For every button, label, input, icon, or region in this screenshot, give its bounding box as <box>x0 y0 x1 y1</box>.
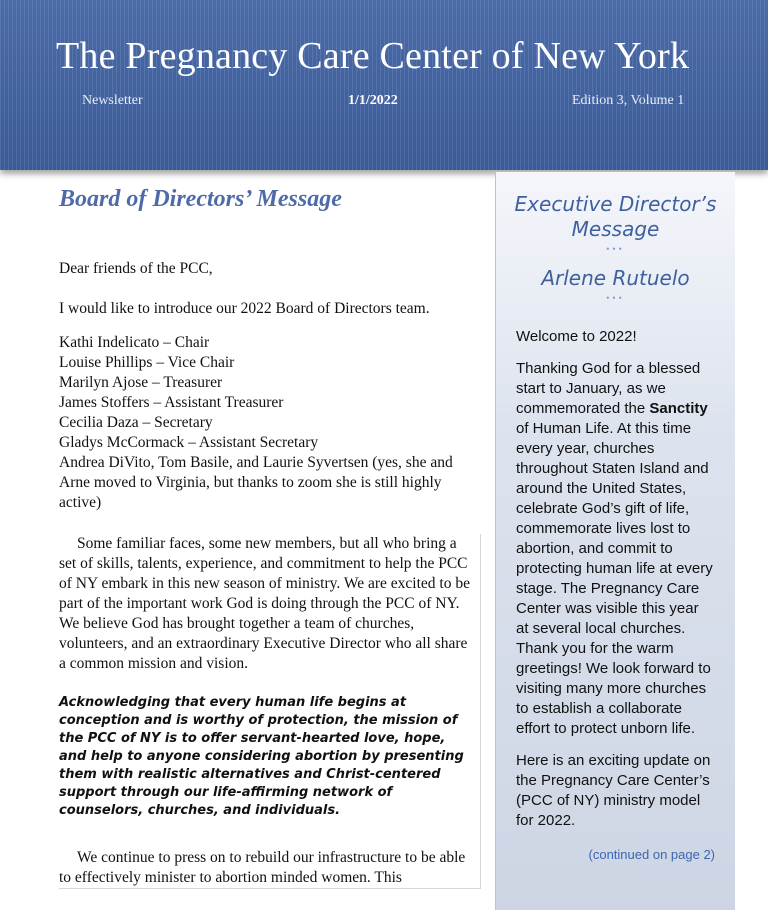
board-message-column <box>59 186 471 889</box>
roster-item: Cecilia Daza – Secretary <box>59 414 213 431</box>
sidebar-text: of Human Life. At this time every year, churches throughout Staten Island and around the United States, celebrate God’s gift of life, commemorate lives lost to abortion, and commit to protecting human life at every stage. The Pregnancy Care Center was visible this year at several local churches. Thank you for the warm greetings! We look forward to visiting many more churches to establish a collaborate effort to protect unborn life. <box>516 420 713 737</box>
newsletter-label: Newsletter <box>82 93 143 108</box>
body-paragraph: We continue to press on to rebuild our infrastructure to be able to effectively minister to abortion minded women. This <box>59 849 466 886</box>
roster-item: Marilyn Ajose – Treasurer <box>59 374 223 391</box>
board-roster <box>59 333 471 513</box>
sidebar-bold-text: Sanctity <box>649 400 708 417</box>
newsletter-title: The Pregnancy Care Center of New York <box>56 35 690 77</box>
issue-date: 1/1/2022 <box>348 93 398 108</box>
roster-item: Andrea DiVito, Tom Basile, and Laurie Syvertsen (yes, she and Arne moved to Virginia, but thanks to zoom she is still highly active) <box>59 454 453 511</box>
masthead-banner <box>0 0 768 170</box>
roster-item: Gladys McCormack – Assistant Secretary <box>59 434 319 451</box>
roster-item: James Stoffers – Assistant Treasurer <box>59 394 284 411</box>
sidebar-paragraph: Here is an exciting update on the Pregnancy Care Center’s (PCC of NY) ministry model for 2022. <box>516 752 711 829</box>
sidebar-text: Thanking God for a blessed start to January, as we commemorated the <box>516 360 701 417</box>
roster-item: Kathi Indelicato – Chair <box>59 334 210 351</box>
welcome-line: Welcome to 2022! <box>516 328 637 345</box>
sidebar-paragraph <box>516 359 715 739</box>
body-paragraph: Some familiar faces, some new members, but all who bring a set of skills, talents, experience, and commitment to help the PCC of NY embark in this new season of ministry. We are excited to be part of the important work God is doing through the PCC of NY. We believe God has brought together a team of churches, volunteers, and an extraordinary Executive Director who all share a common mission and vision. <box>59 535 470 672</box>
edition-label: Edition 3, Volume 1 <box>572 93 685 108</box>
divider-dots: ••• <box>606 293 625 303</box>
sidebar-heading: Executive Director’s Message <box>514 192 717 241</box>
sidebar-body <box>496 327 735 831</box>
roster-item: Louise Phillips – Vice Chair <box>59 354 235 371</box>
divider-dots: ••• <box>606 244 625 254</box>
intro-text: I would like to introduce our 2022 Board of Directors team. <box>59 300 430 317</box>
message-text-box <box>59 534 481 889</box>
director-name: Arlene Rutuelo <box>541 266 690 290</box>
board-message-heading: Board of Directors’ Message <box>59 186 342 212</box>
mission-statement: Acknowledging that every human life begins at conception and is worthy of protection, the mission of the PCC of NY is to offer servant-hearted love, hope, and help to anyone considering abortion by presenting them with realistic alternatives and Christ-centered support through our life-affirming network of counselors, churches, and individuals. <box>59 695 464 818</box>
continued-paragraph <box>59 848 474 888</box>
salutation: Dear friends of the PCC, <box>59 260 213 277</box>
continued-link[interactable]: (continued on page 2) <box>588 847 715 862</box>
executive-director-sidebar <box>495 172 735 910</box>
